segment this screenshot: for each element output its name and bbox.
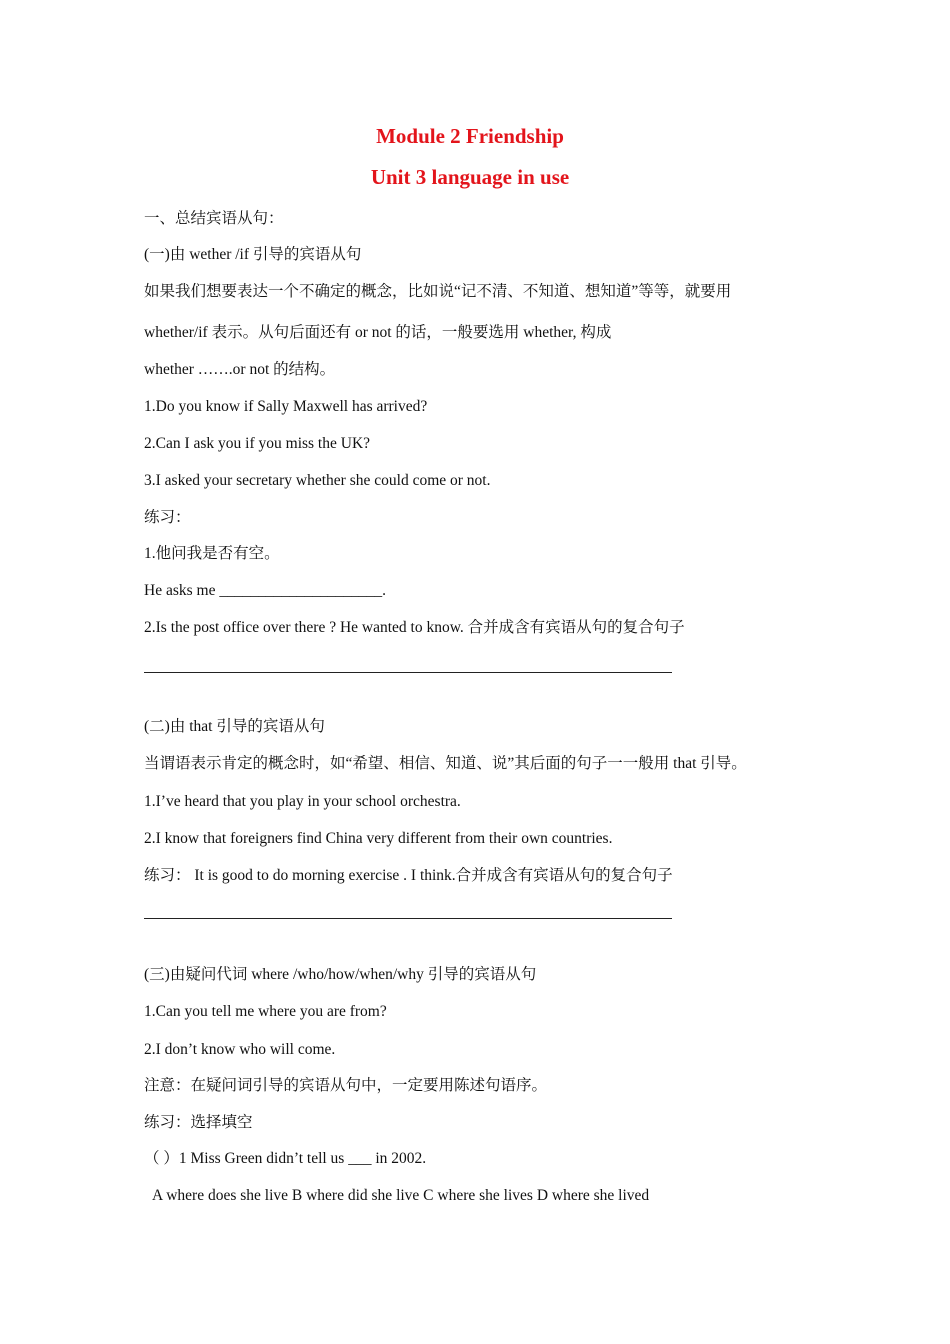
part1-explanation-line1: 如果我们想要表达一个不确定的概念，比如说“记不清、不知道、想知道”等等，就要用 bbox=[144, 283, 732, 300]
part2-practice: 练习： It is good to do morning exercise . I think.合并成含有宾语从句的复合句子 bbox=[144, 867, 673, 884]
answer-blank-line bbox=[144, 918, 672, 919]
part3-example-1: 1.Can you tell me where you are from? bbox=[144, 1003, 387, 1020]
part2-example-1: 1.I’ve heard that you play in your school orchestra. bbox=[144, 793, 461, 810]
part1-question-1-answer: He asks me _____________________. bbox=[144, 582, 386, 599]
part1-explanation-line2: whether/if 表示。从句后面还有 or not 的话，一般要选用 whether, 构成 bbox=[144, 324, 612, 341]
part1-heading: (一)由 wether /if 引导的宾语从句 bbox=[144, 246, 362, 263]
part3-heading: (三)由疑问代词 where /who/how/when/why 引导的宾语从句 bbox=[144, 966, 537, 983]
part1-question-2: 2.Is the post office over there ? He wanted to know. 合并成含有宾语从句的复合句子 bbox=[144, 619, 685, 636]
part2-example-2: 2.I know that foreigners find China very different from their own countries. bbox=[144, 830, 613, 847]
multiple-choice-options: A where does she live B where did she live C where she lives D where she lived bbox=[152, 1187, 650, 1204]
part1-example-2: 2.Can I ask you if you miss the UK? bbox=[144, 435, 371, 452]
answer-blank-line bbox=[144, 672, 672, 673]
part1-practice-label: 练习： bbox=[144, 509, 191, 526]
document-title: Module 2 Friendship bbox=[376, 124, 564, 148]
part3-practice-label: 练习：选择填空 bbox=[144, 1114, 253, 1131]
multiple-choice-question: （ ）1 Miss Green didn’t tell us ___ in 2002. bbox=[144, 1150, 427, 1167]
part2-heading: (二)由 that 引导的宾语从句 bbox=[144, 718, 325, 735]
document-subtitle: Unit 3 language in use bbox=[370, 165, 570, 189]
part1-question-1: 1.他问我是否有空。 bbox=[144, 545, 280, 562]
part3-note: 注意：在疑问词引导的宾语从句中，一定要用陈述句语序。 bbox=[144, 1077, 548, 1094]
section-heading: 一、总结宾语从句： bbox=[144, 210, 284, 227]
part1-example-1: 1.Do you know if Sally Maxwell has arrived? bbox=[144, 398, 428, 415]
part1-explanation-line3: whether …….or not 的结构。 bbox=[144, 361, 336, 378]
part1-example-3: 3.I asked your secretary whether she could come or not. bbox=[144, 472, 491, 489]
part3-example-2: 2.I don’t know who will come. bbox=[144, 1041, 336, 1058]
part2-explanation: 当谓语表示肯定的概念时，如“希望、相信、知道、说”其后面的句子一一般用 that 引导。 bbox=[144, 755, 747, 772]
